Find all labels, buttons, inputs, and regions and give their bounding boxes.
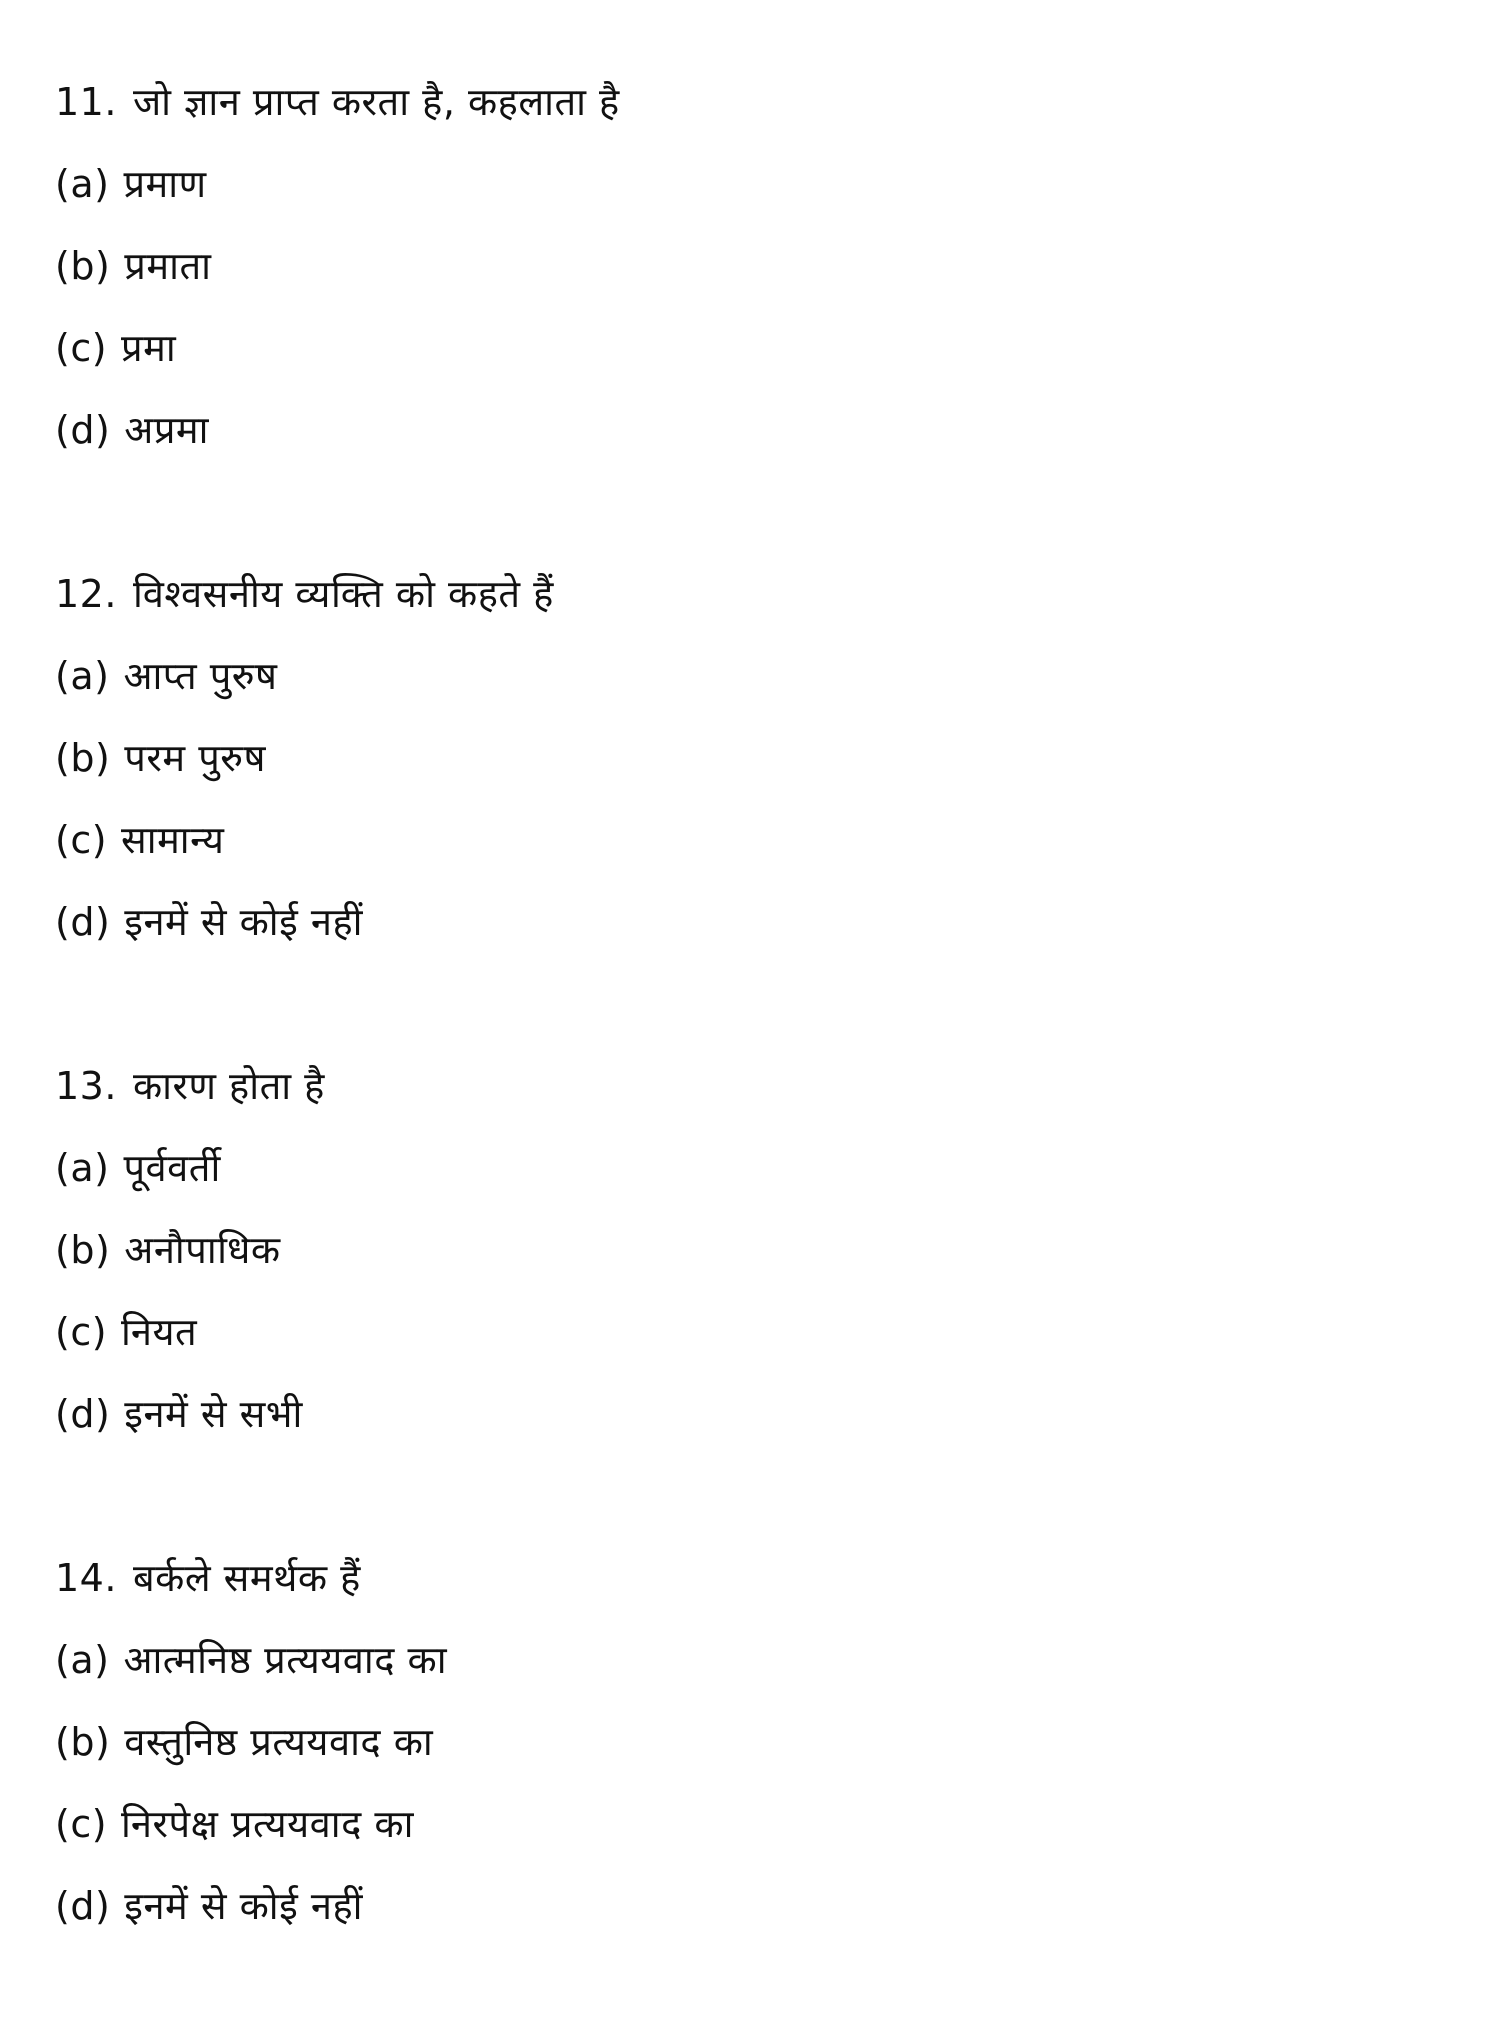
option-text: परम पुरुष: [124, 736, 266, 780]
option-letter: (c): [55, 1802, 108, 1846]
option-text: अनौपाधिक: [124, 1228, 281, 1272]
option-text: नियत: [121, 1310, 198, 1354]
option-letter: (a): [55, 654, 110, 698]
option-text: पूर्ववर्ती: [123, 1146, 221, 1190]
question-text: बर्कले समर्थक हैं: [132, 1556, 361, 1600]
option-letter: (c): [55, 818, 108, 862]
option-a: [55, 1127, 1455, 1209]
option-letter: (b): [55, 736, 111, 780]
option-letter: (c): [55, 326, 108, 370]
question-14: [55, 1537, 1455, 1947]
option-text: आत्मनिष्ठ प्रत्ययवाद का: [123, 1638, 448, 1682]
option-d: [55, 1865, 1455, 1947]
option-letter: (d): [55, 408, 111, 452]
option-letter: (a): [55, 1146, 110, 1190]
question-11: [55, 61, 1455, 471]
option-c: [55, 799, 1455, 881]
option-letter: (b): [55, 244, 111, 288]
option-text: प्रमाण: [123, 162, 207, 206]
question-number: 13.: [55, 1064, 117, 1108]
question-text: कारण होता है: [132, 1064, 325, 1108]
question-12: [55, 553, 1455, 963]
option-letter: (d): [55, 900, 111, 944]
option-text: इनमें से कोई नहीं: [124, 900, 363, 944]
option-letter: (c): [55, 1310, 108, 1354]
question-number: 11.: [55, 80, 117, 124]
option-b: [55, 1209, 1455, 1291]
option-text: आप्त पुरुष: [123, 654, 278, 698]
question-title: [55, 553, 1455, 635]
option-text: प्रमा: [121, 326, 177, 370]
option-letter: (b): [55, 1228, 111, 1272]
option-text: इनमें से सभी: [124, 1392, 303, 1436]
option-text: निरपेक्ष प्रत्ययवाद का: [121, 1802, 414, 1846]
option-a: [55, 1619, 1455, 1701]
option-b: [55, 717, 1455, 799]
option-a: [55, 143, 1455, 225]
option-text: अप्रमा: [124, 408, 210, 452]
question-text: जो ज्ञान प्राप्त करता है, कहलाता है: [132, 80, 620, 124]
option-letter: (d): [55, 1884, 111, 1928]
option-c: [55, 1783, 1455, 1865]
question-title: [55, 61, 1455, 143]
option-d: [55, 389, 1455, 471]
option-b: [55, 225, 1455, 307]
question-13: [55, 1045, 1455, 1455]
question-text: विश्वसनीय व्यक्ति को कहते हैं: [132, 572, 554, 616]
option-text: प्रमाता: [124, 244, 212, 288]
question-number: 14.: [55, 1556, 117, 1600]
option-d: [55, 1373, 1455, 1455]
option-c: [55, 307, 1455, 389]
option-letter: (b): [55, 1720, 111, 1764]
option-d: [55, 881, 1455, 963]
question-title: [55, 1537, 1455, 1619]
option-c: [55, 1291, 1455, 1373]
option-a: [55, 635, 1455, 717]
option-letter: (a): [55, 162, 110, 206]
question-number: 12.: [55, 572, 117, 616]
option-b: [55, 1701, 1455, 1783]
option-letter: (a): [55, 1638, 110, 1682]
option-text: वस्तुनिष्ठ प्रत्ययवाद का: [124, 1720, 434, 1764]
question-title: [55, 1045, 1455, 1127]
option-text: इनमें से कोई नहीं: [124, 1884, 363, 1928]
option-text: सामान्य: [121, 818, 225, 862]
option-letter: (d): [55, 1392, 111, 1436]
